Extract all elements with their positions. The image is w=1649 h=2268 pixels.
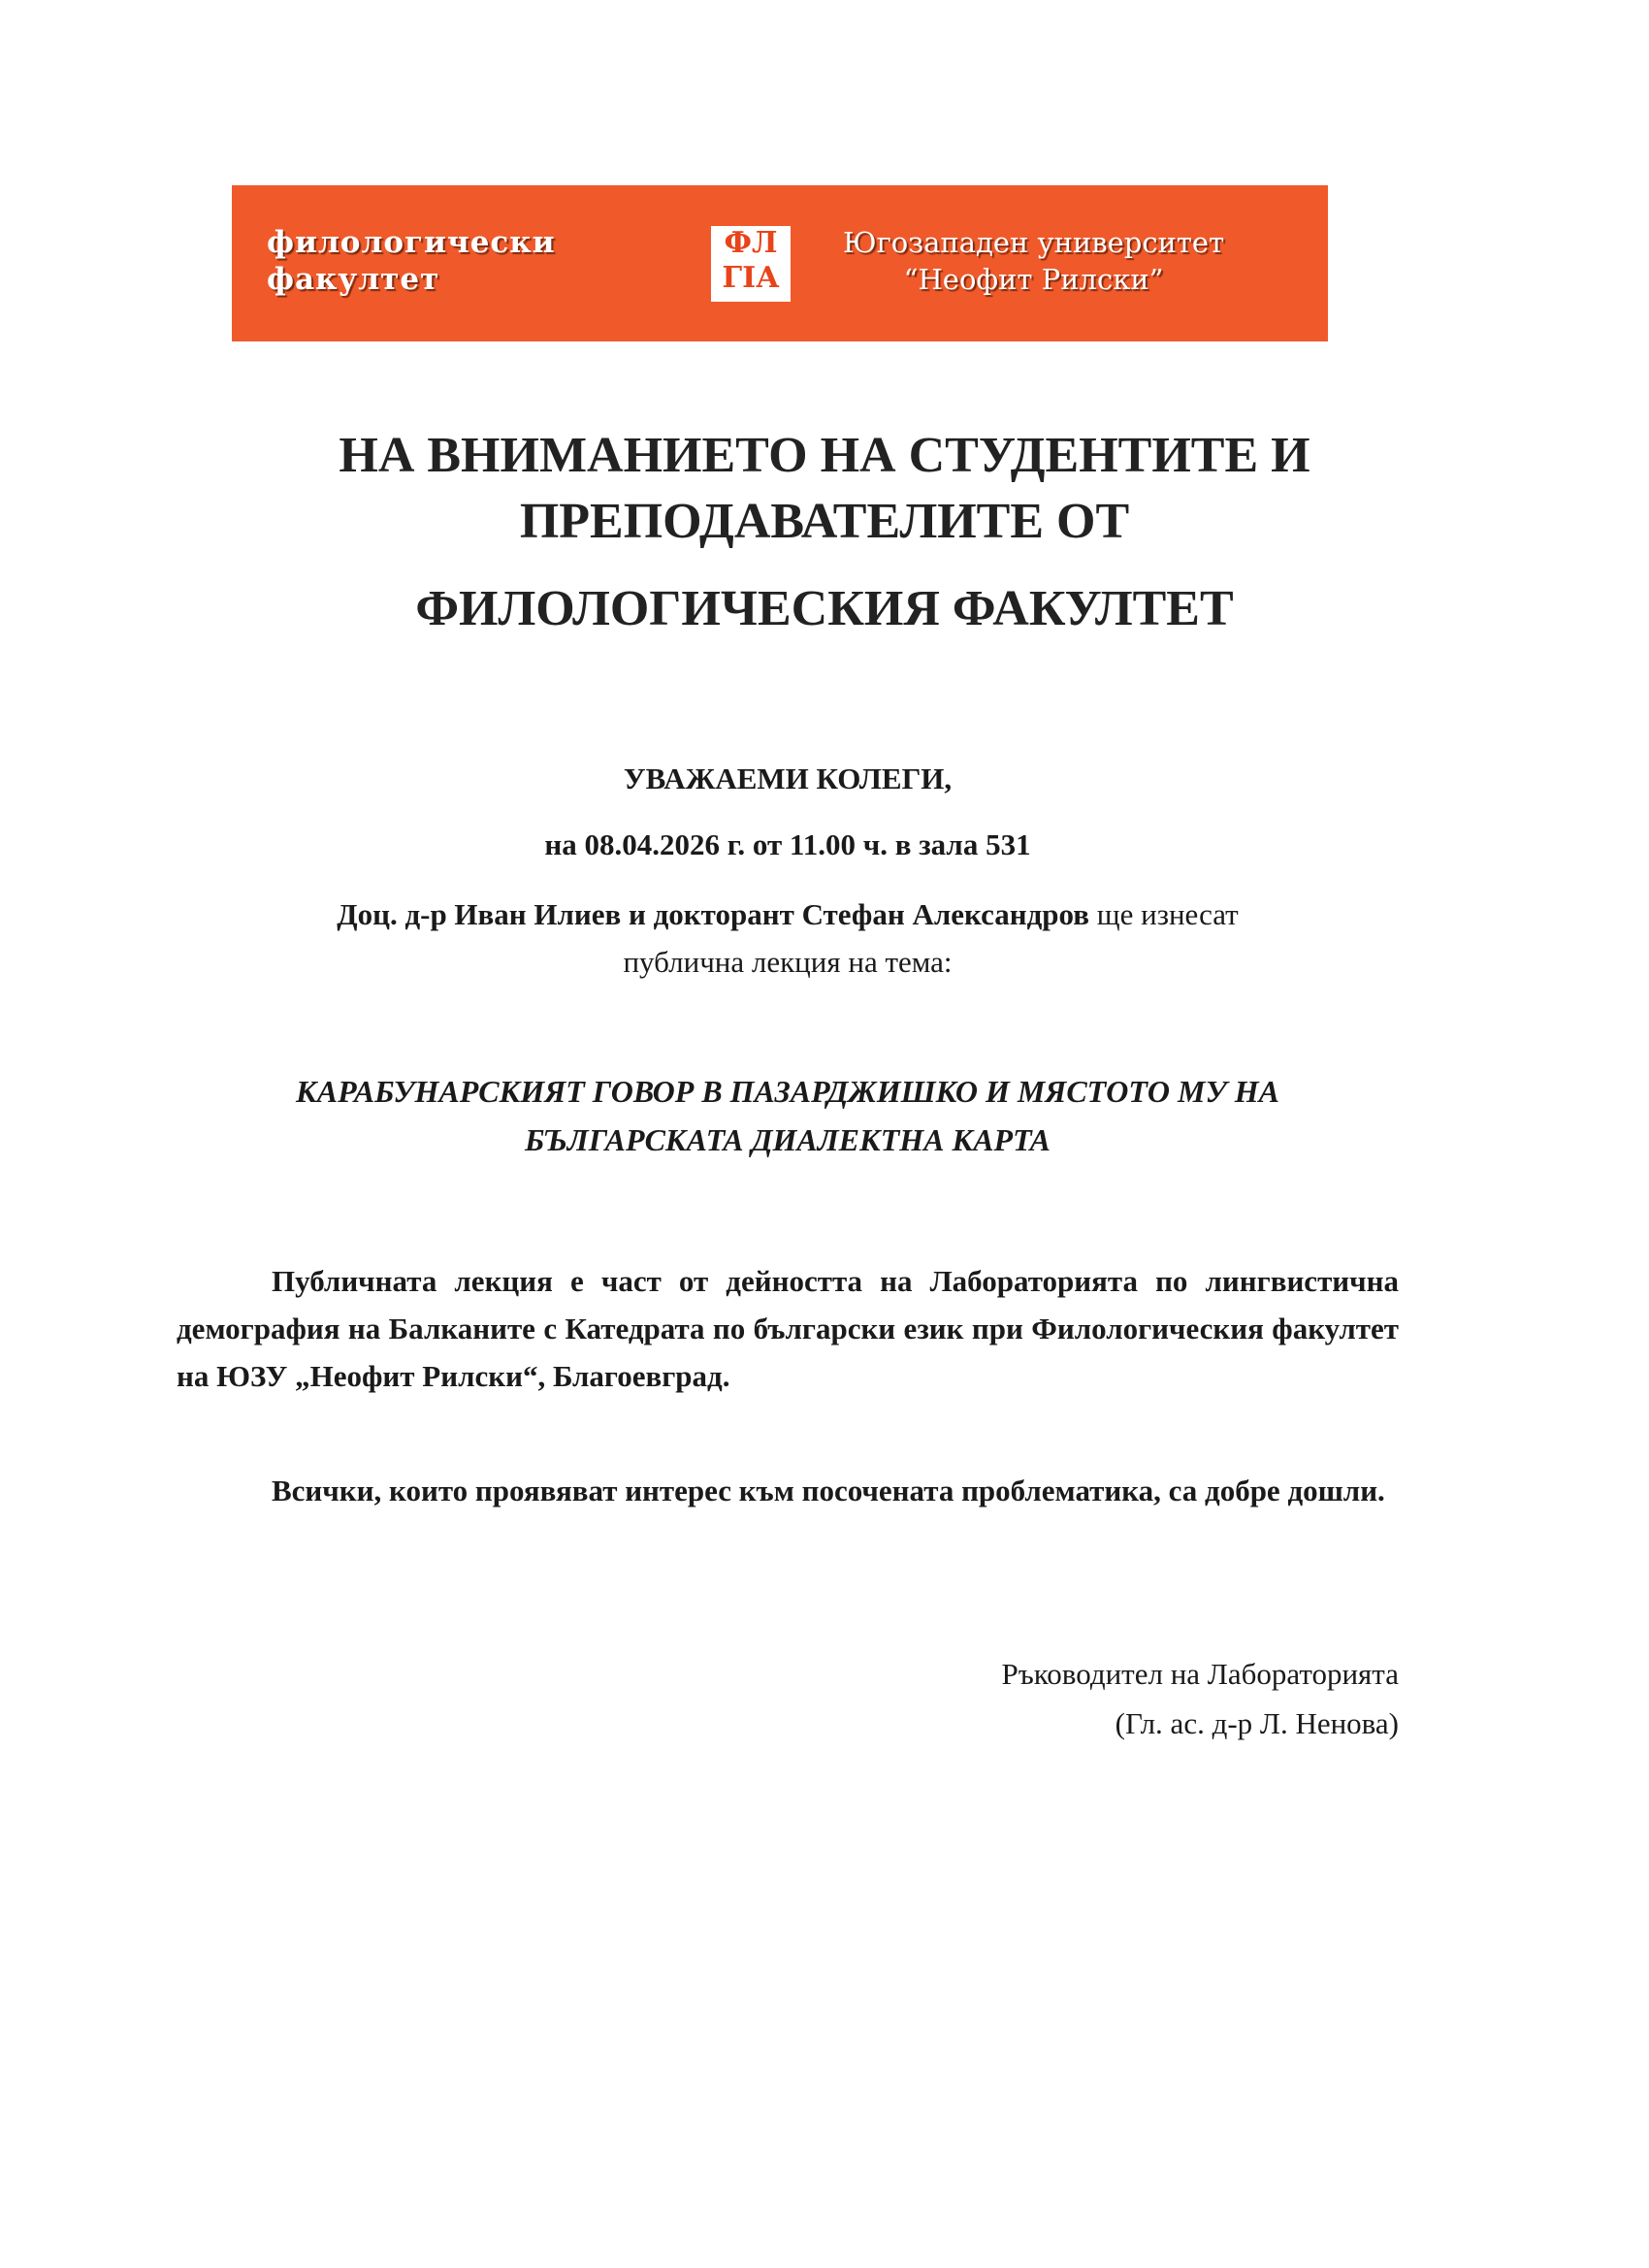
signature-role: Ръководител на Лабораторията (1001, 1657, 1399, 1691)
faculty-logo (711, 226, 791, 302)
lecture-title-line-1: КАРАБУНАРСКИЯТ ГОВОР В ПАЗАРДЖИШКО И МЯСТОТО МУ НА (296, 1074, 1279, 1109)
faculty-line-1: филологически (267, 225, 556, 260)
greeting: УВАЖАЕМИ КОЛЕГИ, (623, 761, 953, 795)
paragraph-lab: Публичната лекция е част от дейността на Лабораторията по лингвистична демография на Балканите с Катедрата по български език при Филологическия факултет на ЮЗУ „Неофит Рилски“, Благоевград. (177, 1264, 1399, 1393)
university-line-2: “Неофит Рилски” (903, 263, 1164, 296)
logo-line-1: ФЛ (724, 226, 778, 260)
university-line-1: Югозападен университет (843, 226, 1225, 259)
lecture-intro: публична лекция на тема: (623, 945, 953, 979)
signature (1002, 1649, 1399, 1748)
lecture-title-line-2: БЪЛГАРСКАТА ДИАЛЕКТНА КАРТА (525, 1122, 1051, 1157)
logo-line-2: ГІА (722, 261, 780, 295)
speakers-line (177, 897, 1399, 932)
speakers-suffix: ще изнесат (1089, 897, 1239, 931)
university-name (843, 224, 1224, 298)
heading-line-2: ПРЕПОДАВАТЕЛИТЕ ОТ (519, 494, 1130, 549)
heading-line-3: ФИЛОЛОГИЧЕСКИЯ ФАКУЛТЕТ (415, 581, 1234, 636)
heading-line-1: НА ВНИМАНИЕТО НА СТУДЕНТИТЕ И (339, 428, 1310, 483)
event-time: на 08.04.2026 г. от 11.00 ч. в зала 531 (544, 827, 1031, 861)
signature-name: (Гл. ас. д-р Л. Ненова) (1115, 1706, 1399, 1740)
faculty-line-2: факултет (267, 262, 440, 297)
speakers: Доц. д-р Иван Илиев и докторант Стефан Александров (337, 897, 1089, 931)
paragraph-welcome: Всички, които проявяват интерес към посочената проблематика, са добре дошли. (272, 1474, 1385, 1507)
faculty-name (267, 224, 556, 298)
faculty-banner (232, 185, 1328, 341)
